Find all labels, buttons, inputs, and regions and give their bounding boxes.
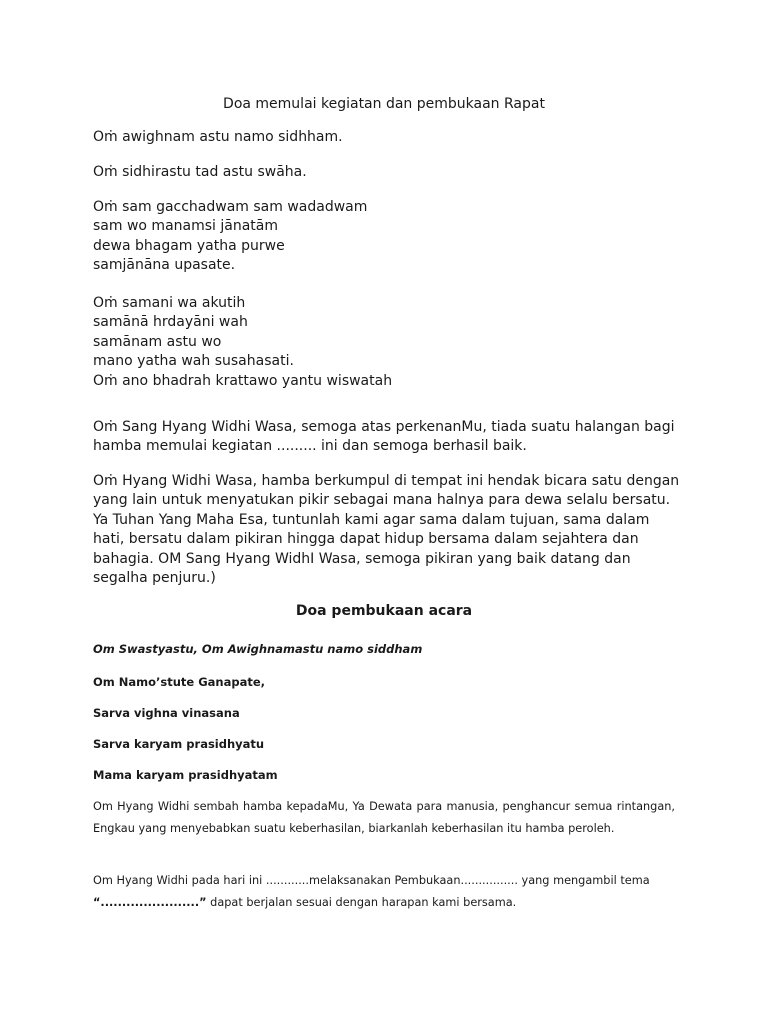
mantra-line-bold: Om Namo’stute Ganapate,: [93, 675, 266, 689]
prayer-paragraph: Oṁ Sang Hyang Widhi Wasa, semoga atas perkenanMu, tiada suatu halangan bagi hamba memulai kegiatan ......... ini dan semoga berhasil baik.: [93, 419, 675, 455]
closing-line: Om Hyang Widhi pada hari ini ............melaksanakan Pembukaan................ yang mengambil tema: [93, 874, 650, 887]
stanza-line: mano yatha wah susahasati.: [93, 353, 294, 370]
closing-line: [93, 892, 675, 914]
stanza-line: samānā hrdayāni wah: [93, 314, 248, 331]
document-title: Doa memulai kegiatan dan pembukaan Rapat: [223, 96, 545, 112]
prayer-paragraph: Om Hyang Widhi sembah hamba kepadaMu, Ya Dewata para manusia, penghancur semua rintangan, Engkau yang menyebabkan suatu keberhasilan, biarkanlah keberhasilan itu hamba peroleh.: [93, 800, 675, 835]
stanza-line: Oṁ ano bhadrah krattawo yantu wiswatah: [93, 372, 393, 389]
mantra-line: Oṁ awighnam astu namo sidhham.: [93, 129, 343, 145]
mantra-stanza-1: [93, 198, 683, 276]
mantra-line: Oṁ sidhirastu tad astu swāha.: [93, 164, 307, 180]
stanza-line: Oṁ sam gacchadwam sam wadadwam: [93, 199, 368, 215]
opening-line-italic: Om Swastyastu, Om Awighnamastu namo siddham: [93, 642, 423, 656]
prayer-paragraph: Oṁ Hyang Widhi Wasa, hamba berkumpul di tempat ini hendak bicara satu dengan yang lain untuk menyatukan pikir sebagai mana halnya para dewa selalu bersatu. Ya Tuhan Yang Maha Esa, tuntunlah kami agar sama dalam tujuan, sama dalam hati, bersatu dalam pikiran hingga dapat hidup bersama dalam sejahtera dan bahagia. OM Sang Hyang WidhI Wasa, semoga pikiran yang baik datang dan segalha penjuru.): [93, 473, 680, 587]
stanza-line: dewa bhagam yatha purwe: [93, 237, 285, 254]
mantra-line-bold: Sarva karyam prasidhyatu: [93, 737, 265, 751]
stanza-line: samjānāna upasate.: [93, 257, 236, 274]
stanza-line: sam wo manamsi jānatām: [93, 218, 278, 235]
section-title: Doa pembukaan acara: [295, 603, 473, 619]
mantra-line-bold: Mama karyam prasidhyatam: [93, 768, 278, 782]
mantra-line-bold: Sarva vighna vinasana: [93, 706, 240, 720]
theme-placeholder: “.......................”: [93, 895, 207, 909]
prayer-paragraph-closing: [93, 870, 675, 913]
stanza-line: samānam astu wo: [93, 333, 222, 350]
mantra-stanza-2: [93, 294, 683, 391]
stanza-line: Oṁ samani wa akutih: [93, 295, 246, 311]
closing-text: dapat berjalan sesuai dengan harapan kami bersama.: [206, 895, 517, 909]
